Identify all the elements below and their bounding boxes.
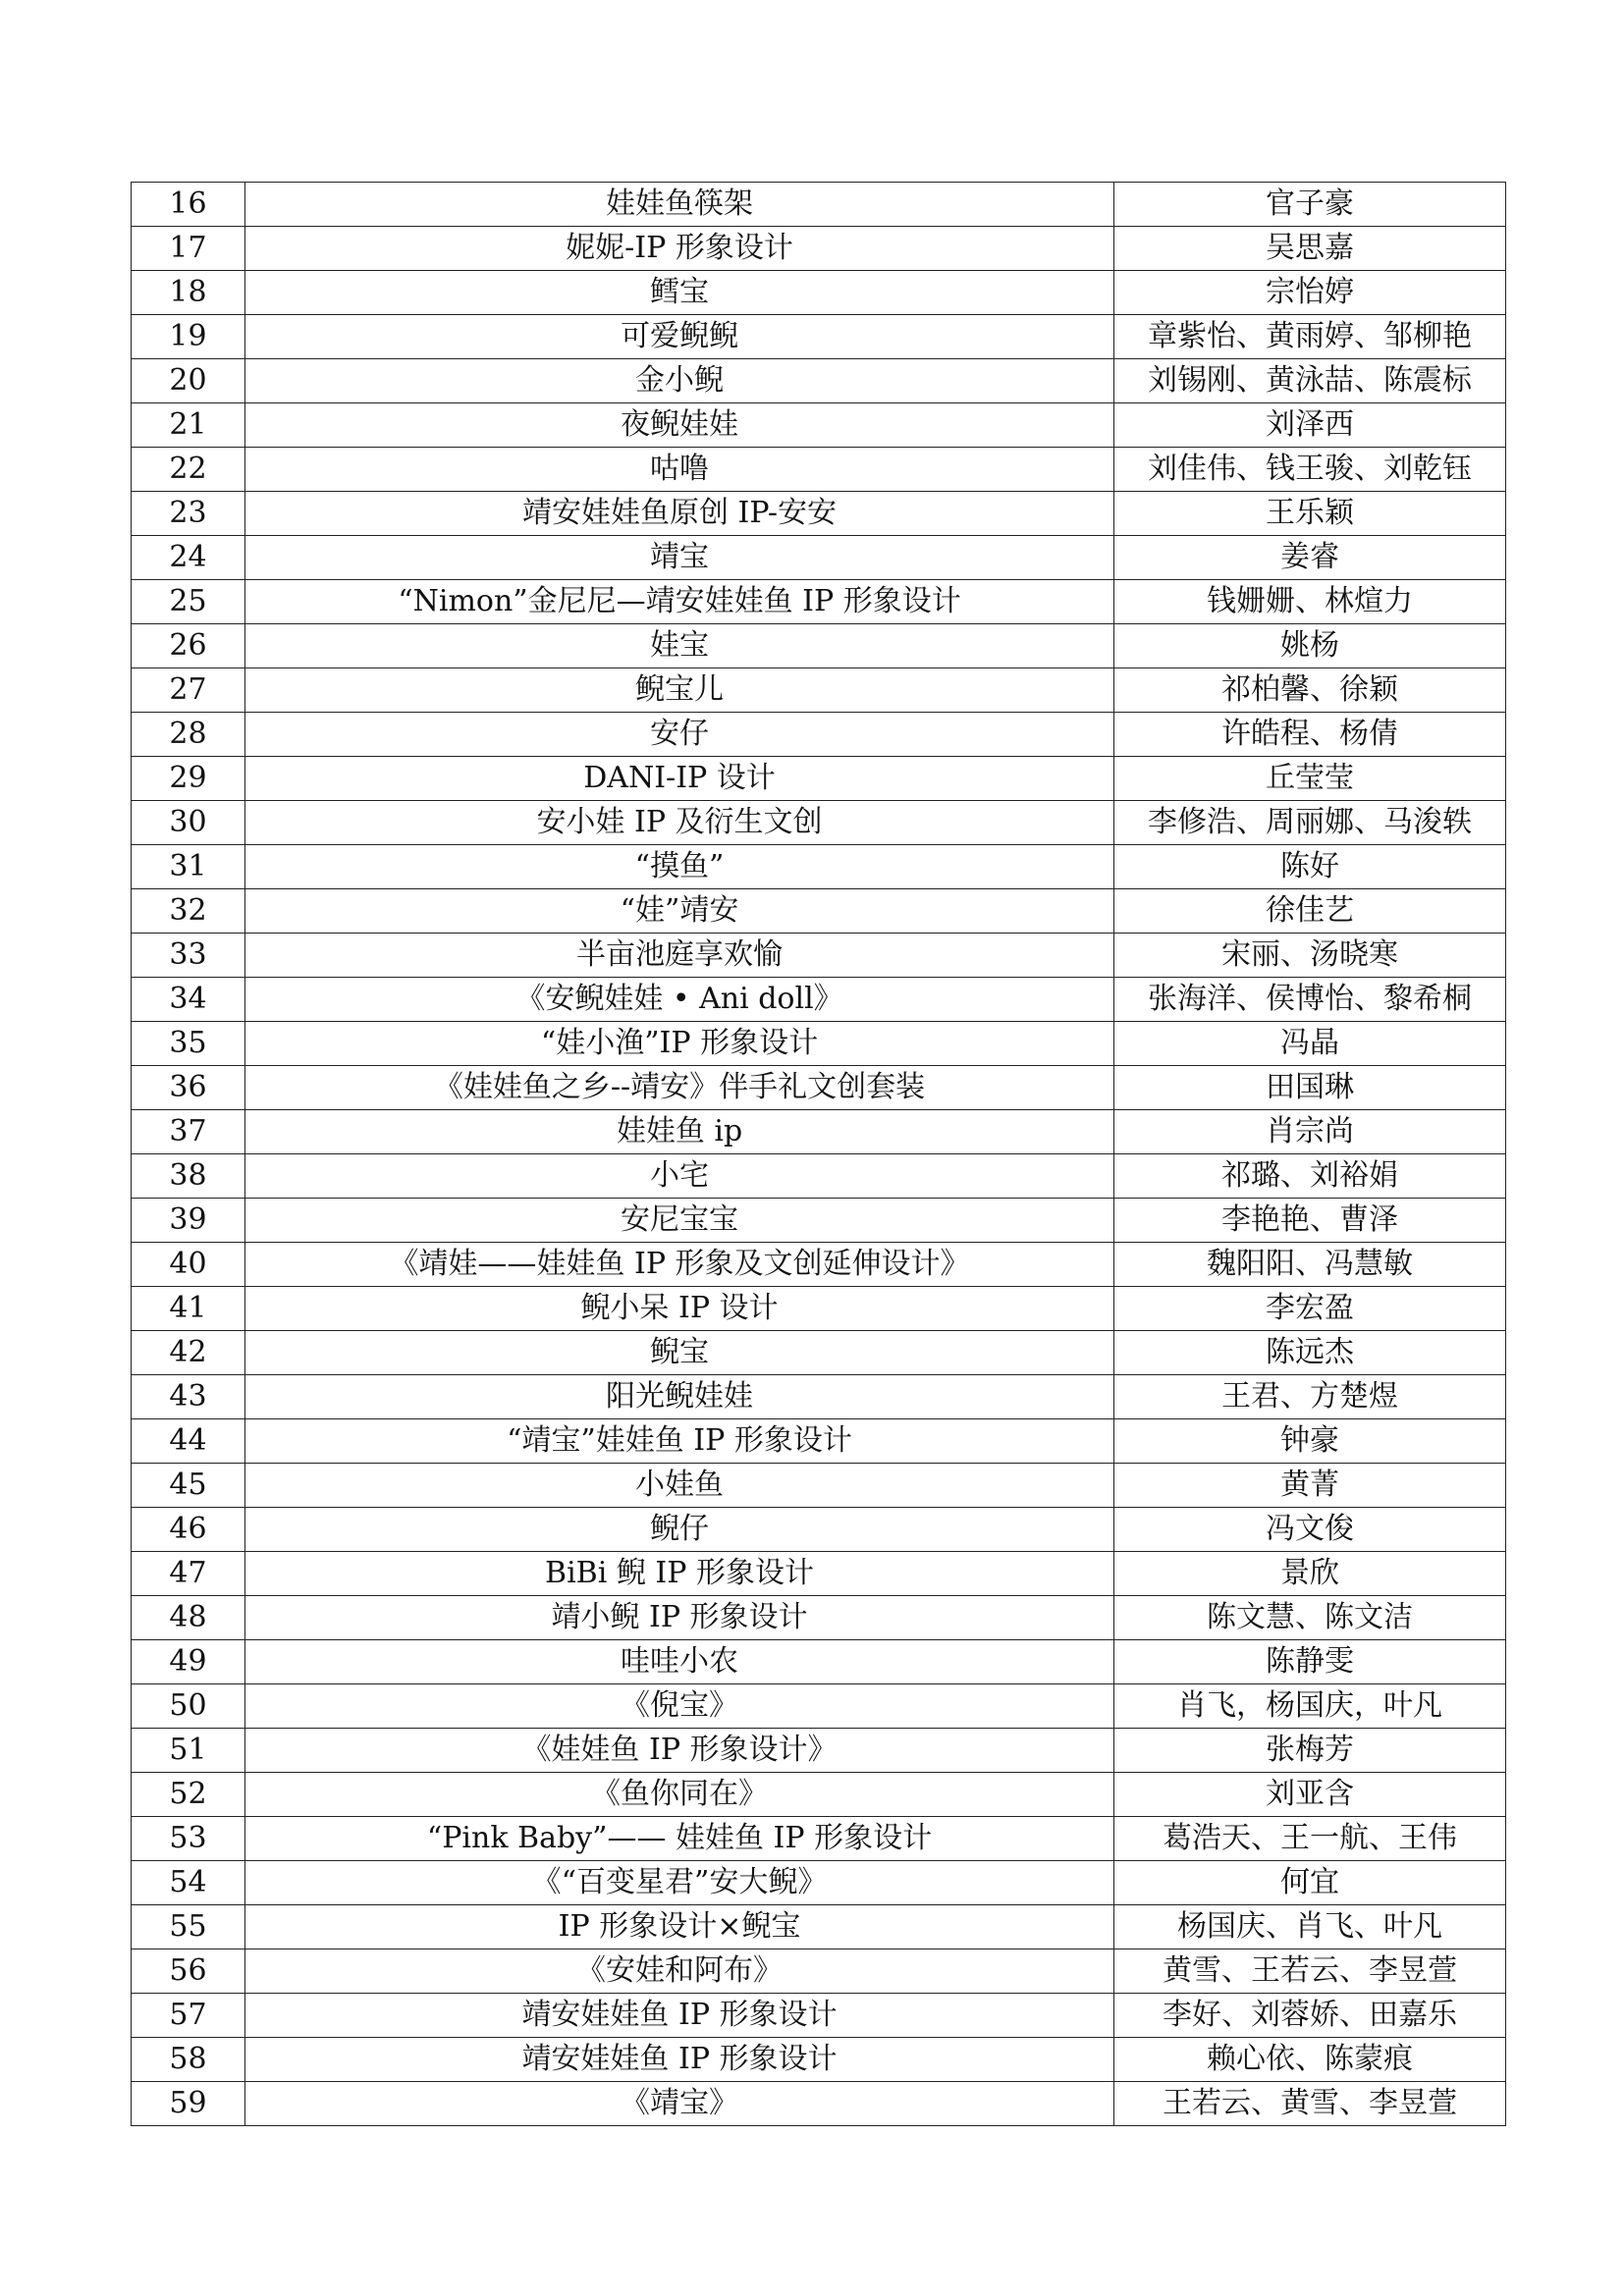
authors-cell: 章紫怡、黄雨婷、邹柳艳 bbox=[1114, 315, 1506, 359]
authors-cell: 钟豪 bbox=[1114, 1419, 1506, 1464]
table-row bbox=[132, 1199, 1506, 1243]
row-number-cell: 45 bbox=[132, 1464, 245, 1508]
row-number-cell: 35 bbox=[132, 1022, 245, 1066]
work-title-cell: 《靖娃——娃娃鱼 IP 形象及文创延伸设计》 bbox=[245, 1243, 1114, 1287]
table-row bbox=[132, 845, 1506, 889]
row-number-cell: 53 bbox=[132, 1817, 245, 1861]
table-row bbox=[132, 1552, 1506, 1596]
table-row bbox=[132, 934, 1506, 978]
row-number-cell: 16 bbox=[132, 183, 245, 227]
work-title-cell: 娃娃鱼筷架 bbox=[245, 183, 1114, 227]
authors-cell: 张梅芳 bbox=[1114, 1729, 1506, 1773]
authors-cell: 张海洋、侯博怡、黎希桐 bbox=[1114, 978, 1506, 1022]
table-row bbox=[132, 1419, 1506, 1464]
work-title-cell: 鲵宝 bbox=[245, 1331, 1114, 1375]
work-title-cell: 半亩池庭享欢愉 bbox=[245, 934, 1114, 978]
table-row bbox=[132, 315, 1506, 359]
table-row bbox=[132, 1110, 1506, 1154]
table-row bbox=[132, 1022, 1506, 1066]
table-row bbox=[132, 1949, 1506, 1994]
authors-cell: 官子豪 bbox=[1114, 183, 1506, 227]
work-title-cell: 金小鲵 bbox=[245, 359, 1114, 403]
table-row bbox=[132, 978, 1506, 1022]
authors-cell: 黄雪、王若云、李昱萱 bbox=[1114, 1949, 1506, 1994]
authors-cell: 姜睿 bbox=[1114, 536, 1506, 580]
authors-cell: 王君、方楚煜 bbox=[1114, 1375, 1506, 1419]
row-number-cell: 19 bbox=[132, 315, 245, 359]
table-row bbox=[132, 2038, 1506, 2082]
authors-cell: 刘锡刚、黄泳喆、陈震标 bbox=[1114, 359, 1506, 403]
table-row bbox=[132, 1861, 1506, 1905]
row-number-cell: 21 bbox=[132, 403, 245, 448]
row-number-cell: 52 bbox=[132, 1773, 245, 1817]
authors-cell: 陈文慧、陈文洁 bbox=[1114, 1596, 1506, 1640]
row-number-cell: 46 bbox=[132, 1508, 245, 1552]
work-title-cell: 夜鲵娃娃 bbox=[245, 403, 1114, 448]
authors-cell: 陈静雯 bbox=[1114, 1640, 1506, 1684]
authors-cell: 赖心依、陈蒙痕 bbox=[1114, 2038, 1506, 2082]
work-title-cell: IP 形象设计×鲵宝 bbox=[245, 1905, 1114, 1949]
row-number-cell: 20 bbox=[132, 359, 245, 403]
work-title-cell: 哇哇小农 bbox=[245, 1640, 1114, 1684]
work-title-cell: 鲵小呆 IP 设计 bbox=[245, 1287, 1114, 1331]
table-row bbox=[132, 1287, 1506, 1331]
table-row bbox=[132, 448, 1506, 492]
work-title-cell: 《靖宝》 bbox=[245, 2082, 1114, 2126]
table-row bbox=[132, 1817, 1506, 1861]
row-number-cell: 28 bbox=[132, 713, 245, 757]
work-title-cell: 小宅 bbox=[245, 1154, 1114, 1199]
work-title-cell: 鳕宝 bbox=[245, 271, 1114, 315]
row-number-cell: 29 bbox=[132, 757, 245, 801]
entries-table bbox=[131, 182, 1506, 2126]
authors-cell: 王乐颖 bbox=[1114, 492, 1506, 536]
row-number-cell: 55 bbox=[132, 1905, 245, 1949]
authors-cell: 王若云、黄雪、李昱萱 bbox=[1114, 2082, 1506, 2126]
authors-cell: 黄菁 bbox=[1114, 1464, 1506, 1508]
authors-cell: 刘亚含 bbox=[1114, 1773, 1506, 1817]
row-number-cell: 31 bbox=[132, 845, 245, 889]
table-row bbox=[132, 536, 1506, 580]
authors-cell: 李修浩、周丽娜、马浚轶 bbox=[1114, 801, 1506, 845]
authors-cell: 刘泽西 bbox=[1114, 403, 1506, 448]
work-title-cell: 《娃娃鱼之乡--靖安》伴手礼文创套装 bbox=[245, 1066, 1114, 1110]
work-title-cell: “摸鱼” bbox=[245, 845, 1114, 889]
row-number-cell: 57 bbox=[132, 1994, 245, 2038]
table-row bbox=[132, 713, 1506, 757]
table-row bbox=[132, 1729, 1506, 1773]
authors-cell: 祁璐、刘裕娟 bbox=[1114, 1154, 1506, 1199]
authors-cell: 肖飞，杨国庆，叶凡 bbox=[1114, 1684, 1506, 1729]
entries-table-body bbox=[132, 183, 1506, 2126]
table-row bbox=[132, 624, 1506, 668]
work-title-cell: “靖宝”娃娃鱼 IP 形象设计 bbox=[245, 1419, 1114, 1464]
table-row bbox=[132, 1375, 1506, 1419]
work-title-cell: 靖安娃娃鱼原创 IP-安安 bbox=[245, 492, 1114, 536]
row-number-cell: 24 bbox=[132, 536, 245, 580]
row-number-cell: 26 bbox=[132, 624, 245, 668]
work-title-cell: 鲵仔 bbox=[245, 1508, 1114, 1552]
work-title-cell: 娃娃鱼 ip bbox=[245, 1110, 1114, 1154]
authors-cell: 钱姗姗、林煊力 bbox=[1114, 580, 1506, 624]
row-number-cell: 18 bbox=[132, 271, 245, 315]
row-number-cell: 33 bbox=[132, 934, 245, 978]
work-title-cell: 鲵宝儿 bbox=[245, 668, 1114, 713]
authors-cell: 肖宗尚 bbox=[1114, 1110, 1506, 1154]
table-row bbox=[132, 889, 1506, 934]
work-title-cell: “娃”靖安 bbox=[245, 889, 1114, 934]
table-row bbox=[132, 801, 1506, 845]
work-title-cell: “娃小渔”IP 形象设计 bbox=[245, 1022, 1114, 1066]
row-number-cell: 59 bbox=[132, 2082, 245, 2126]
row-number-cell: 38 bbox=[132, 1154, 245, 1199]
authors-cell: 魏阳阳、冯慧敏 bbox=[1114, 1243, 1506, 1287]
work-title-cell: 咕噜 bbox=[245, 448, 1114, 492]
authors-cell: 李艳艳、曹泽 bbox=[1114, 1199, 1506, 1243]
authors-cell: 陈远杰 bbox=[1114, 1331, 1506, 1375]
authors-cell: 李宏盈 bbox=[1114, 1287, 1506, 1331]
work-title-cell: 靖安娃娃鱼 IP 形象设计 bbox=[245, 1994, 1114, 2038]
table-row bbox=[132, 580, 1506, 624]
row-number-cell: 58 bbox=[132, 2038, 245, 2082]
table-row bbox=[132, 757, 1506, 801]
row-number-cell: 41 bbox=[132, 1287, 245, 1331]
authors-cell: 冯晶 bbox=[1114, 1022, 1506, 1066]
table-row bbox=[132, 2082, 1506, 2126]
table-row bbox=[132, 227, 1506, 271]
work-title-cell: 安尼宝宝 bbox=[245, 1199, 1114, 1243]
work-title-cell: DANI-IP 设计 bbox=[245, 757, 1114, 801]
row-number-cell: 34 bbox=[132, 978, 245, 1022]
table-row bbox=[132, 1773, 1506, 1817]
work-title-cell: 娃宝 bbox=[245, 624, 1114, 668]
row-number-cell: 48 bbox=[132, 1596, 245, 1640]
work-title-cell: 《安娃和阿布》 bbox=[245, 1949, 1114, 1994]
row-number-cell: 22 bbox=[132, 448, 245, 492]
authors-cell: 刘佳伟、钱王骏、刘乾钰 bbox=[1114, 448, 1506, 492]
work-title-cell: 可爱鲵鲵 bbox=[245, 315, 1114, 359]
work-title-cell: 安仔 bbox=[245, 713, 1114, 757]
authors-cell: 何宜 bbox=[1114, 1861, 1506, 1905]
row-number-cell: 27 bbox=[132, 668, 245, 713]
row-number-cell: 49 bbox=[132, 1640, 245, 1684]
authors-cell: 冯文俊 bbox=[1114, 1508, 1506, 1552]
authors-cell: 姚杨 bbox=[1114, 624, 1506, 668]
authors-cell: 吴思嘉 bbox=[1114, 227, 1506, 271]
table-row bbox=[132, 1243, 1506, 1287]
work-title-cell: “Nimon”金尼尼—靖安娃娃鱼 IP 形象设计 bbox=[245, 580, 1114, 624]
authors-cell: 宗怡婷 bbox=[1114, 271, 1506, 315]
table-row bbox=[132, 1684, 1506, 1729]
work-title-cell: 阳光鲵娃娃 bbox=[245, 1375, 1114, 1419]
work-title-cell: 《娃娃鱼 IP 形象设计》 bbox=[245, 1729, 1114, 1773]
table-row bbox=[132, 271, 1506, 315]
row-number-cell: 37 bbox=[132, 1110, 245, 1154]
work-title-cell: 小娃鱼 bbox=[245, 1464, 1114, 1508]
table-row bbox=[132, 1066, 1506, 1110]
row-number-cell: 47 bbox=[132, 1552, 245, 1596]
authors-cell: 丘莹莹 bbox=[1114, 757, 1506, 801]
row-number-cell: 32 bbox=[132, 889, 245, 934]
authors-cell: 杨国庆、肖飞、叶凡 bbox=[1114, 1905, 1506, 1949]
table-row bbox=[132, 183, 1506, 227]
work-title-cell: 《鱼你同在》 bbox=[245, 1773, 1114, 1817]
work-title-cell: 靖小鲵 IP 形象设计 bbox=[245, 1596, 1114, 1640]
row-number-cell: 44 bbox=[132, 1419, 245, 1464]
work-title-cell: 《安鲵娃娃 • Ani doll》 bbox=[245, 978, 1114, 1022]
authors-cell: 许皓程、杨倩 bbox=[1114, 713, 1506, 757]
work-title-cell: 靖宝 bbox=[245, 536, 1114, 580]
table-row bbox=[132, 403, 1506, 448]
authors-cell: 祁柏馨、徐颖 bbox=[1114, 668, 1506, 713]
row-number-cell: 40 bbox=[132, 1243, 245, 1287]
row-number-cell: 30 bbox=[132, 801, 245, 845]
table-row bbox=[132, 1994, 1506, 2038]
row-number-cell: 25 bbox=[132, 580, 245, 624]
row-number-cell: 39 bbox=[132, 1199, 245, 1243]
table-row bbox=[132, 492, 1506, 536]
work-title-cell: BiBi 鲵 IP 形象设计 bbox=[245, 1552, 1114, 1596]
row-number-cell: 42 bbox=[132, 1331, 245, 1375]
work-title-cell: 靖安娃娃鱼 IP 形象设计 bbox=[245, 2038, 1114, 2082]
row-number-cell: 51 bbox=[132, 1729, 245, 1773]
table-row bbox=[132, 1905, 1506, 1949]
table-row bbox=[132, 1464, 1506, 1508]
work-title-cell: “Pink Baby”—— 娃娃鱼 IP 形象设计 bbox=[245, 1817, 1114, 1861]
table-row bbox=[132, 359, 1506, 403]
work-title-cell: 安小娃 IP 及衍生文创 bbox=[245, 801, 1114, 845]
table-row bbox=[132, 1154, 1506, 1199]
authors-cell: 徐佳艺 bbox=[1114, 889, 1506, 934]
authors-cell: 田国琳 bbox=[1114, 1066, 1506, 1110]
row-number-cell: 43 bbox=[132, 1375, 245, 1419]
row-number-cell: 23 bbox=[132, 492, 245, 536]
row-number-cell: 50 bbox=[132, 1684, 245, 1729]
authors-cell: 陈好 bbox=[1114, 845, 1506, 889]
row-number-cell: 56 bbox=[132, 1949, 245, 1994]
table-row bbox=[132, 1331, 1506, 1375]
table-row bbox=[132, 1596, 1506, 1640]
work-title-cell: 《“百变星君”安大鲵》 bbox=[245, 1861, 1114, 1905]
row-number-cell: 36 bbox=[132, 1066, 245, 1110]
work-title-cell: 妮妮-IP 形象设计 bbox=[245, 227, 1114, 271]
authors-cell: 李好、刘蓉娇、田嘉乐 bbox=[1114, 1994, 1506, 2038]
row-number-cell: 54 bbox=[132, 1861, 245, 1905]
row-number-cell: 17 bbox=[132, 227, 245, 271]
table-row bbox=[132, 1508, 1506, 1552]
authors-cell: 宋丽、汤晓寒 bbox=[1114, 934, 1506, 978]
authors-cell: 葛浩天、王一航、王伟 bbox=[1114, 1817, 1506, 1861]
authors-cell: 景欣 bbox=[1114, 1552, 1506, 1596]
work-title-cell: 《倪宝》 bbox=[245, 1684, 1114, 1729]
table-row bbox=[132, 1640, 1506, 1684]
table-row bbox=[132, 668, 1506, 713]
